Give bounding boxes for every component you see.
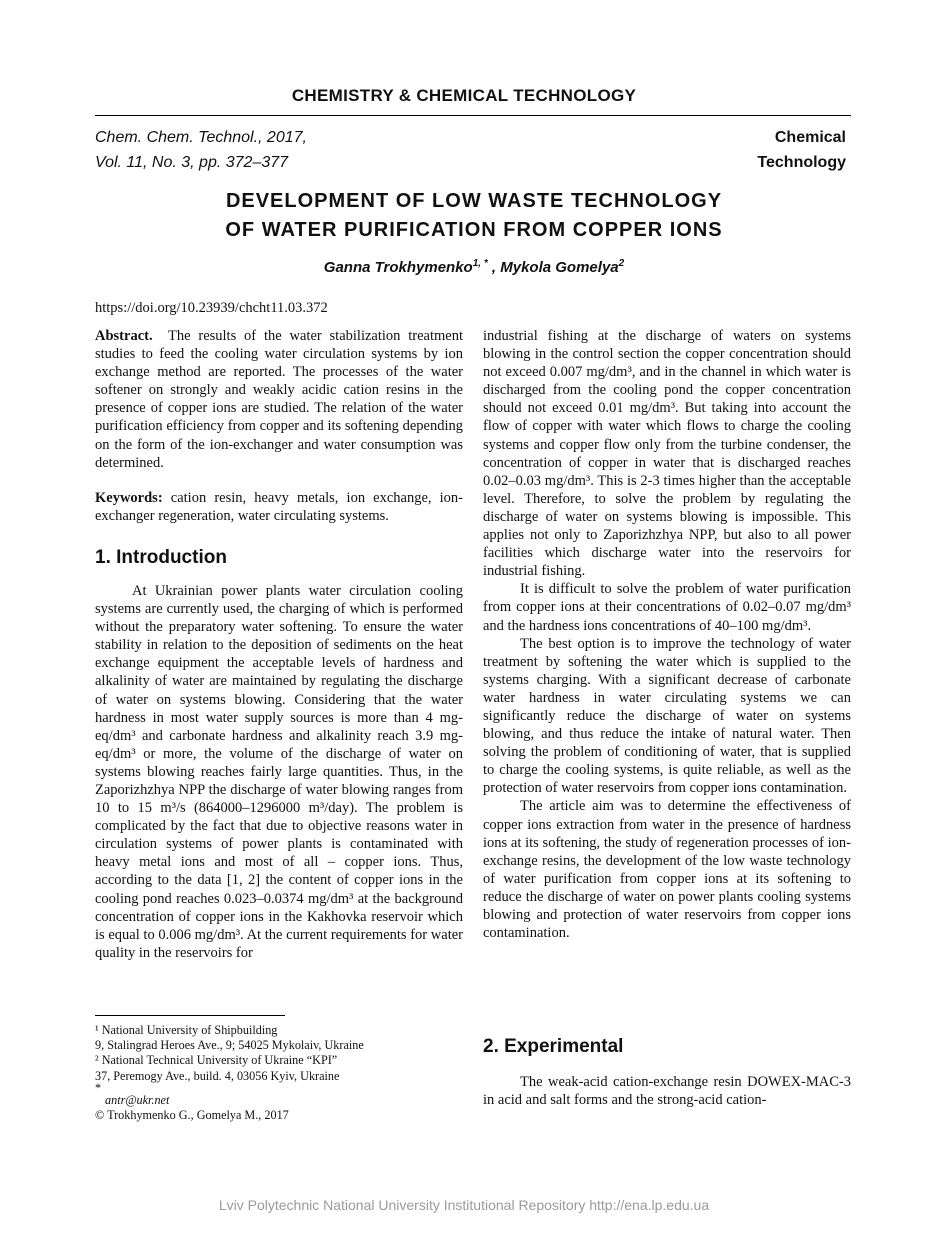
header-rule [95, 115, 851, 116]
footnote-affiliation-2: ² National Technical University of Ukraine “KPI” [95, 1053, 338, 1068]
footnote-address-2: 37, Peremogy Ave., build. 4, 03056 Kyiv, Ukraine [95, 1068, 340, 1083]
footnote-star: * [95, 1080, 102, 1095]
author-2-affiliation: 2 [618, 258, 625, 269]
left-column [95, 327, 463, 962]
journal-citation [95, 125, 307, 175]
abstract [95, 327, 463, 472]
footnote-rule [95, 1015, 285, 1016]
author-1: Ganna Trokhymenko [323, 259, 473, 276]
abstract-label: Abstract. [95, 328, 153, 344]
citation-line-2: Vol. 11, No. 3, pp. 372–377 [95, 154, 289, 171]
repository-footer[interactable]: Lviv Polytechnic National University Institutional Repository http://ena.lp.edu.ua [218, 1197, 710, 1213]
section-heading-introduction: 1. Introduction [95, 546, 227, 568]
footnotes [95, 1023, 364, 1123]
abstract-text: The results of the water stabilization treatment studies to feed the cooling water circulation systems by ion exchange method are reported. The processes of the water softener on strongly and weakly acidic cation resins in the presence of copper ions are studied. The relation of the water purification efficiency from copper and its softening depending on the form of the ion-exchanger and water consumption was determined. [95, 328, 463, 471]
corresponding-email[interactable]: antr@ukr.net [105, 1092, 170, 1107]
journal-section [757, 125, 846, 175]
intro-paragraph-1: At Ukrainian power plants water circulation cooling systems are currently used, the charging of which is performed without the preparatory water softening. To ensure the water stability in relation to the deposition of sediments on the heat exchange equipment the acceptable levels of hardness and alkalinity of water are maintained by regulating the discharge of water on systems blowing. Considering that the water hardness in most water supply sources is more than 4 mg-eq/dm³ and carbonate hardness and alkalinity reach 3.9 mg-eq/dm³ or more, the volume of the discharge of water on systems blowing reaches fairly large quantities. Thus, in the Zaporizhzhya NPP the discharge of water blowing ranges from 10 to 15 m³/s (864000–1296000 m³/day). The problem is complicated by the fact that due to objective reasons water in circulation systems of power plants is contaminated with heavy metal ions and most of all – copper ions. Thus, according to the data [1, 2] the content of copper ions in the cooling pond reaches 0.023–0.0374 mg/dm³ at the background concentration of copper ions in the Kakhovka reservoir which is equal to 0.006 mg/dm³. At the current requirements for water quality in the reservoirs for [95, 582, 463, 961]
title-line-1: DEVELOPMENT OF LOW WASTE TECHNOLOGY [225, 190, 723, 212]
section-line-2: Technology [757, 154, 846, 171]
author-list [0, 258, 928, 276]
section-line-1: Chemical [774, 129, 846, 146]
journal-header: CHEMISTRY & CHEMICAL TECHNOLOGY [291, 86, 637, 105]
copyright-notice: © Trokhymenko G., Gomelya M., 2017 [95, 1108, 289, 1123]
doi-link[interactable]: https://doi.org/10.23939/chcht11.03.372 [95, 300, 328, 316]
intro-paragraph-1-continued: industrial fishing at the discharge of waters on systems blowing in the control section the copper concentration should not exceed 0.007 mg/dm³, and in the channel in which water is discharged from the cooling pond the copper concentration should not exceed 0.01 mg/dm³. But taking into account the flow of copper with water which flows to charge the cooling systems and copper flow only from the turbine condenser, the concentration of copper in water that is discharged reaches 0.02–0.03 mg/dm³. This is 2-3 times higher than the acceptable level. Therefore, to solve the problem by regulating the discharge of water on systems blowing is impossible. This applies not only to Zaporizhzhya NPP, but also to all power facilities which discharge water into the reservoirs for industrial fishing. [483, 328, 851, 580]
footnote-affiliation-1: ¹ National University of Shipbuilding [95, 1023, 278, 1037]
footnote-address-1: 9, Stalingrad Heroes Ave., 9; 54025 Mykolaiv, Ukraine [95, 1038, 364, 1053]
author-2: Mykola Gomelya [500, 259, 619, 276]
keywords-label: Keywords: [95, 489, 163, 506]
paper-title [0, 187, 928, 245]
author-1-affiliation: 1, * [472, 258, 488, 269]
title-line-2: OF WATER PURIFICATION FROM COPPER IONS [225, 219, 723, 241]
author-separator: , [487, 259, 501, 276]
experimental-paragraph-1: The weak-acid cation-exchange resin DOWEX-MAC-3 in acid and salt forms and the strong-acid cation- [483, 1074, 851, 1109]
intro-paragraph-4: The article aim was to determine the effectiveness of copper ions extraction from water in the presence of hardness ions at its softening, the study of regeneration processes of ion-exchange resins, the development of the low waste technology of water purification from copper ions at its softening to reduce the discharge of water on power plants cooling systems blowing and protection of water reservoirs from copper ions contamination. [483, 798, 851, 942]
keywords-text: cation resin, heavy metals, ion exchange, ion-exchanger regeneration, water circulating systems. [95, 489, 464, 524]
section-heading-experimental: 2. Experimental [483, 1036, 624, 1057]
right-column [483, 327, 851, 942]
intro-paragraph-3: The best option is to improve the technology of water treatment by softening the water which is supplied to the systems charging. With a significant decrease of carbonate water hardness in water circulating systems we can significantly reduce the discharge of water on systems blowing, and thus reduce the intake of natural water. Then solving the problem of conditioning of water, that is supplied to charge the cooling systems, is quite reliable, as well as the protection of water reservoirs from copper ions contamination. [483, 635, 851, 797]
experimental-text [483, 1073, 851, 1109]
citation-line-1: Chem. Chem. Technol., 2017, [95, 129, 307, 146]
intro-paragraph-2: It is difficult to solve the problem of water purification from copper ions at their concentrations of 0.02–0.07 mg/dm³ and the hardness ions concentrations of 40–100 mg/dm³. [483, 581, 851, 634]
keywords [95, 489, 463, 525]
